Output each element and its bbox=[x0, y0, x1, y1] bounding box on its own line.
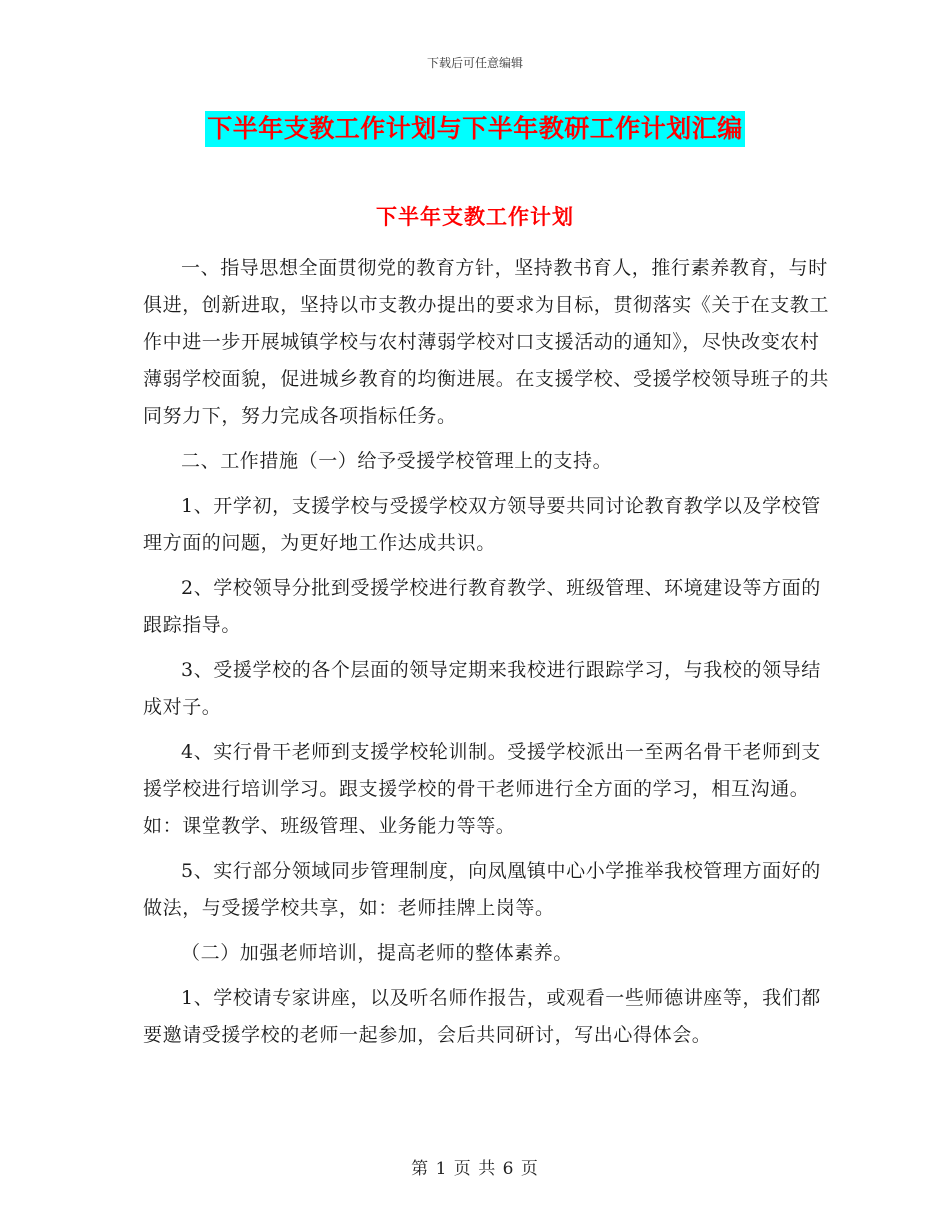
page-header-note: 下载后可任意编辑 bbox=[426, 56, 523, 70]
section-title: 下半年支教工作计划 bbox=[376, 205, 574, 229]
main-title-container bbox=[0, 111, 950, 147]
document-body bbox=[143, 250, 833, 1062]
paragraph-item-4: 4、实行骨干老师到支援学校轮训制。受援学校派出一至两名骨干老师到支援学校进行培训学习。跟支援学校的骨干老师进行全方面的学习，相互沟通。如：课堂教学、班级管理、业务能力等等。 bbox=[143, 741, 821, 837]
paragraph-item-2: 2、学校领导分批到受援学校进行教育教学、班级管理、环境建设等方面的跟踪指导。 bbox=[143, 577, 821, 636]
paragraph-training-item-1: 1、学校请专家讲座，以及听名师作报告，或观看一些师德讲座等，我们都要邀请受援学校的老师一起参加，会后共同研讨，写出心得体会。 bbox=[143, 987, 821, 1046]
paragraph-guiding-ideology: 一、指导思想全面贯彻党的教育方针，坚持教书育人，推行素养教育，与时俱进，创新进取，坚持以市支教办提出的要求为目标，贯彻落实《关于在支教工作中进一步开展城镇学校与农村薄弱学校对口支援活动的通知》，尽快改变农村薄弱学校面貌，促进城乡教育的均衡进展。在支援学校、受援学校领导班子的共同努力下，努力完成各项指标任务。 bbox=[143, 257, 830, 427]
paragraph-item-5: 5、实行部分领域同步管理制度，向凤凰镇中心小学推举我校管理方面好的做法，与受援学校共享，如：老师挂牌上岗等。 bbox=[143, 860, 821, 919]
document-main-title: 下半年支教工作计划与下半年教研工作计划汇编 bbox=[205, 111, 745, 147]
paragraph-item-3: 3、受援学校的各个层面的领导定期来我校进行跟踪学习，与我校的领导结成对子。 bbox=[143, 659, 821, 718]
paragraph-item-1: 1、开学初，支援学校与受援学校双方领导要共同讨论教育教学以及学校管理方面的问题，为更好地工作达成共识。 bbox=[143, 495, 821, 554]
page-number-indicator: 第 1 页 共 6 页 bbox=[411, 1159, 539, 1179]
paragraph-work-measures: 二、工作措施（一）给予受援学校管理上的支持。 bbox=[181, 450, 613, 472]
paragraph-subsection-2: （二）加强老师培训，提高老师的整体素养。 bbox=[181, 942, 574, 964]
